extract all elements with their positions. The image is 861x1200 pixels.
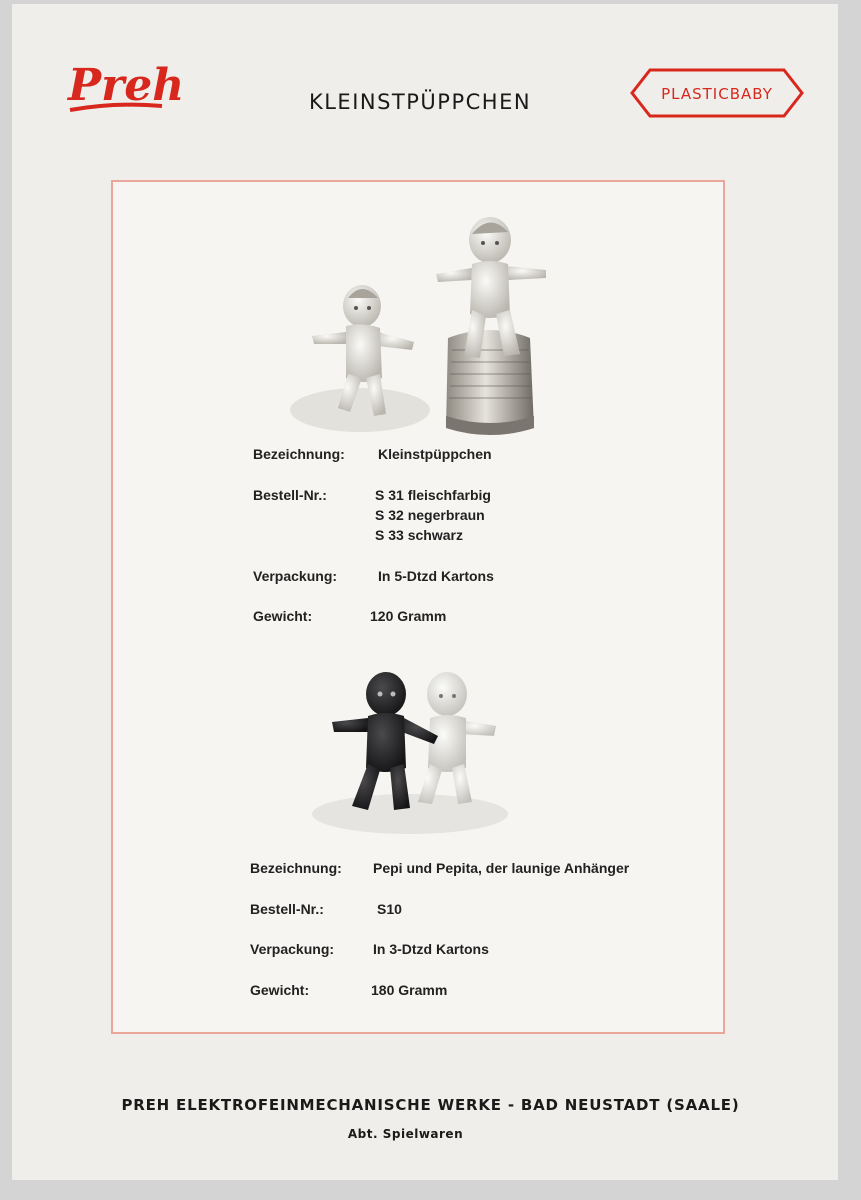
bezeichnung-label: Bezeichnung: (250, 860, 342, 876)
dolls-thimble-photo (290, 210, 560, 442)
product-2-specs (250, 860, 720, 1020)
verpackung-label: Verpackung: (253, 568, 338, 584)
verpackung-label: Verpackung: (250, 941, 335, 957)
verpackung-value: In 5-Dtzd Kartons (378, 568, 494, 584)
preh-logo (66, 44, 185, 124)
plasticbaby-logo (628, 66, 806, 120)
footer-department: Abt. Spielwaren (347, 1127, 464, 1141)
gewicht-label: Gewicht: (250, 982, 310, 998)
page-title: KLEINSTPÜPPCHEN (308, 90, 532, 114)
bezeichnung-label: Bezeichnung: (253, 446, 345, 462)
preh-logo-text: Preh (68, 60, 185, 111)
bezeichnung-value: Pepi und Pepita, der launige Anhänger (373, 860, 630, 876)
pepi-pepita-photo (310, 664, 510, 834)
product-1-specs (253, 446, 713, 626)
bezeichnung-value: Kleinstpüppchen (378, 446, 492, 462)
bestell-label: Bestell-Nr.: (253, 487, 327, 503)
verpackung-value: In 3-Dtzd Kartons (373, 941, 489, 957)
bestell-value-3: S 33 schwarz (375, 527, 463, 543)
plasticbaby-logo-text: PLASTICBABY (661, 85, 773, 103)
gewicht-value: 120 Gramm (370, 608, 447, 624)
gewicht-value: 180 Gramm (371, 982, 448, 998)
gewicht-label: Gewicht: (253, 608, 313, 624)
bestell-label: Bestell-Nr.: (250, 901, 324, 917)
bestell-value: S10 (377, 901, 402, 917)
bestell-value-1: S 31 fleischfarbig (375, 487, 491, 503)
footer-company: PREH ELEKTROFEINMECHANISCHE WERKE - BAD NEUSTADT (SAALE) (121, 1096, 740, 1114)
bestell-value-2: S 32 negerbraun (375, 507, 485, 523)
